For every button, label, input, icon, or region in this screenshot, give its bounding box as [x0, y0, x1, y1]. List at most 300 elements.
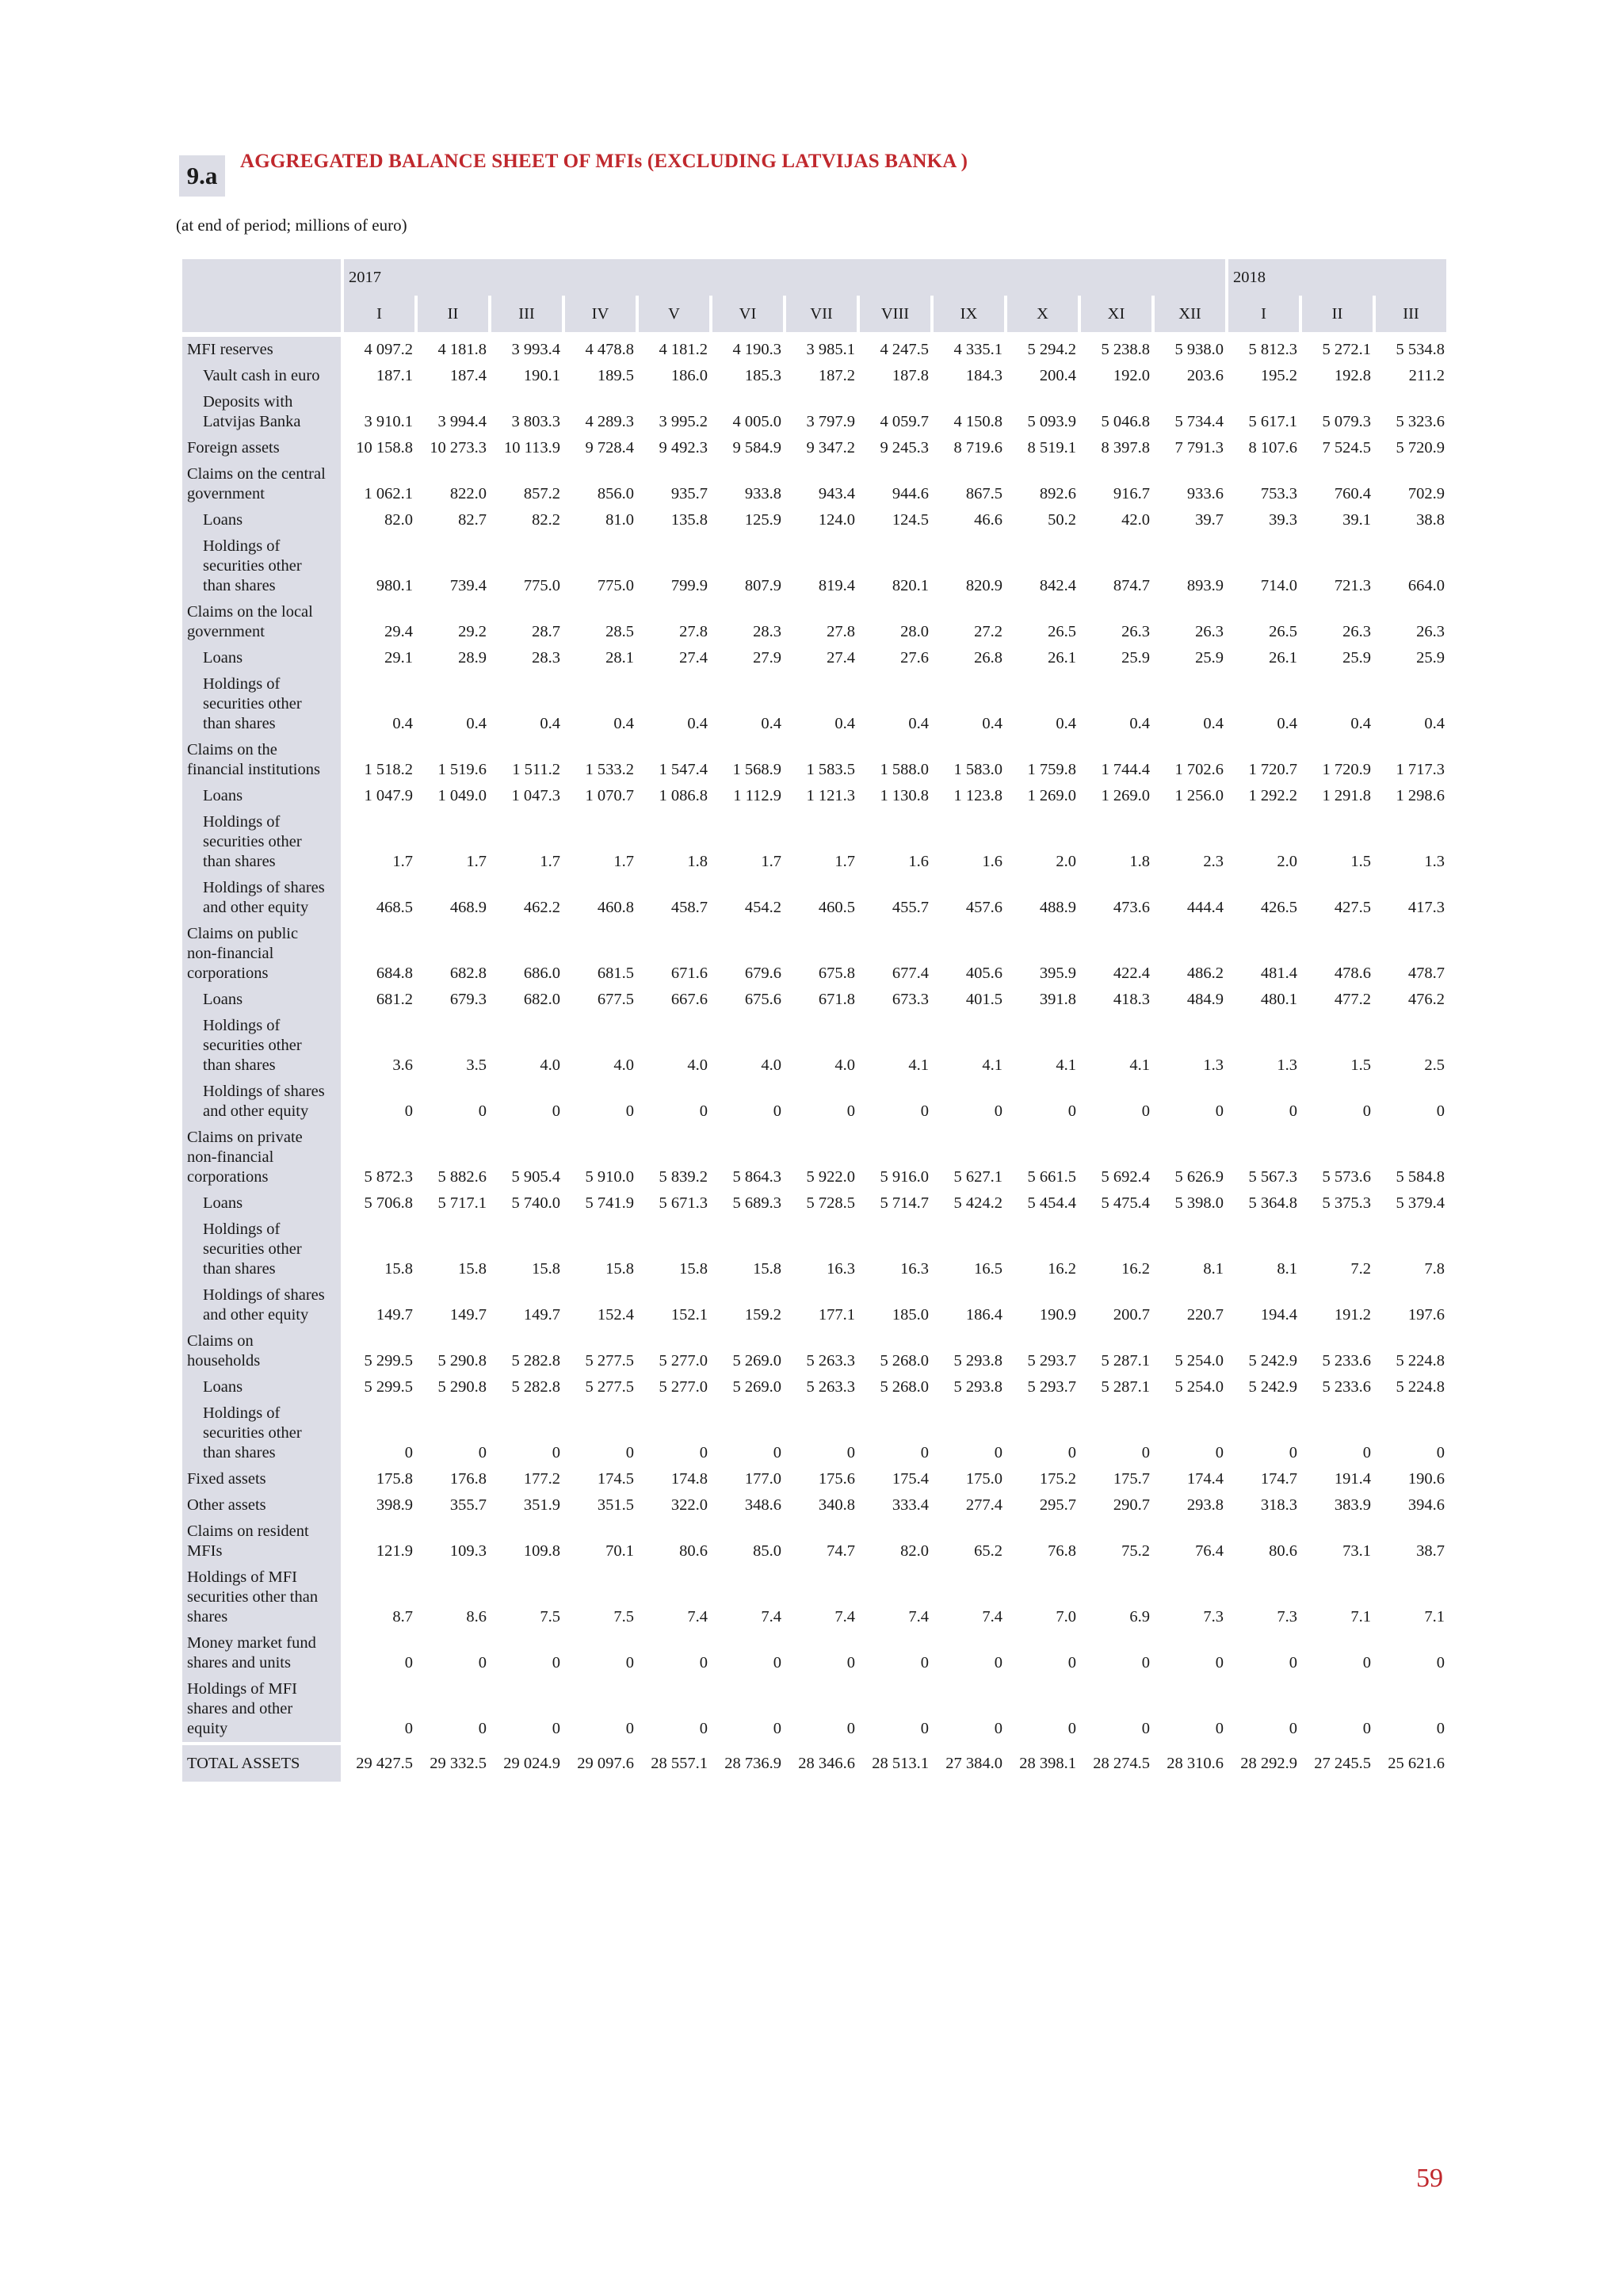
value-cell: 82.7 [458, 511, 487, 529]
value-cell: 5 093.9 [1027, 413, 1076, 430]
row-label-line: than shares [203, 1444, 276, 1461]
value-cell: 7 524.5 [1322, 439, 1371, 457]
value-cell: 2.5 [1424, 1056, 1445, 1074]
value-cell: 3 910.1 [364, 413, 413, 430]
value-cell: 0 [1289, 1654, 1297, 1671]
value-cell: 0 [846, 1654, 855, 1671]
value-cell: 184.3 [965, 367, 1002, 384]
value-cell: 426.5 [1260, 899, 1297, 916]
value-cell: 664.0 [1407, 577, 1445, 594]
row-label [182, 1400, 341, 1466]
value-cell: 9 728.4 [585, 439, 634, 457]
row-label-line: than shares [203, 1056, 276, 1074]
value-cell: 0 [478, 1444, 487, 1461]
value-cell: 5 714.7 [880, 1194, 929, 1212]
value-cell: 5 277.0 [659, 1378, 708, 1396]
value-cell: 9 584.9 [732, 439, 781, 457]
value-cell: 340.8 [818, 1496, 855, 1514]
value-cell: 684.8 [376, 965, 413, 982]
value-cell: 0 [1141, 1654, 1150, 1671]
value-cell: 333.4 [892, 1496, 929, 1514]
value-cell: 1 588.0 [880, 761, 929, 778]
row-label-line: Holdings of [203, 537, 281, 555]
value-cell: 8.6 [466, 1608, 487, 1626]
value-cell: 0 [1215, 1720, 1224, 1737]
section-number-badge: 9.a [179, 155, 225, 197]
value-cell: 3 985.1 [806, 341, 855, 358]
value-cell: 842.4 [1039, 577, 1076, 594]
value-cell: 135.8 [670, 511, 708, 529]
value-cell: 1.7 [466, 853, 487, 870]
month-header: VII [786, 296, 857, 332]
value-cell: 191.2 [1334, 1306, 1371, 1324]
value-cell: 1.7 [834, 853, 855, 870]
value-cell: 16.2 [1048, 1260, 1076, 1278]
value-cell: 5 671.3 [659, 1194, 708, 1212]
value-cell: 190.6 [1407, 1470, 1445, 1488]
value-cell: 0 [552, 1102, 560, 1120]
value-cell: 4.0 [687, 1056, 708, 1074]
row-label [182, 435, 341, 461]
value-cell: 15.8 [458, 1260, 487, 1278]
value-cell: 4.0 [761, 1056, 781, 1074]
value-cell: 427.5 [1334, 899, 1371, 916]
value-cell: 677.4 [892, 965, 929, 982]
table-row [182, 1217, 1446, 1282]
value-cell: 0 [699, 1654, 708, 1671]
value-cell: 0 [994, 1654, 1002, 1671]
value-cell: 29.4 [384, 623, 413, 640]
total-value-cell: 28 310.6 [1155, 1742, 1225, 1782]
value-cell: 0 [699, 1720, 708, 1737]
value-cell: 0 [1362, 1654, 1371, 1671]
value-cell: 28.1 [605, 649, 634, 667]
value-cell: 8 519.1 [1027, 439, 1076, 457]
value-cell: 721.3 [1334, 577, 1371, 594]
value-cell: 488.9 [1039, 899, 1076, 916]
value-cell: 1.5 [1350, 853, 1371, 870]
value-cell: 80.6 [1269, 1542, 1297, 1560]
value-cell: 175.7 [1113, 1470, 1150, 1488]
value-cell: 7.2 [1350, 1260, 1371, 1278]
value-cell: 417.3 [1407, 899, 1445, 916]
value-cell: 5 293.8 [953, 1378, 1002, 1396]
row-label [182, 737, 341, 783]
row-label-line: Holdings of shares [203, 879, 325, 896]
value-cell: 8.7 [392, 1608, 413, 1626]
value-cell: 0 [1141, 1102, 1150, 1120]
value-cell: 74.7 [827, 1542, 855, 1560]
value-cell: 1 511.2 [512, 761, 560, 778]
total-value-cell: 28 292.9 [1228, 1742, 1299, 1782]
table-row [182, 435, 1446, 461]
value-cell: 5 741.9 [585, 1194, 634, 1212]
row-label-line: Claims on the local [187, 603, 313, 621]
value-cell: 149.7 [376, 1306, 413, 1324]
value-cell: 702.9 [1407, 485, 1445, 502]
value-cell: 191.4 [1334, 1470, 1371, 1488]
value-cell: 290.7 [1113, 1496, 1150, 1514]
value-cell: 0 [404, 1102, 413, 1120]
value-cell: 0 [1141, 1720, 1150, 1737]
value-cell: 152.4 [597, 1306, 634, 1324]
value-cell: 0 [1289, 1720, 1297, 1737]
value-cell: 1 112.9 [733, 787, 781, 804]
value-cell: 0 [773, 1444, 781, 1461]
value-cell: 681.5 [597, 965, 634, 982]
table-row [182, 1492, 1446, 1519]
value-cell: 1 720.7 [1248, 761, 1297, 778]
value-cell: 0 [478, 1102, 487, 1120]
value-cell: 277.4 [965, 1496, 1002, 1514]
value-cell: 174.4 [1186, 1470, 1224, 1488]
value-cell: 27.9 [753, 649, 781, 667]
row-label [182, 389, 341, 435]
value-cell: 186.4 [965, 1306, 1002, 1324]
value-cell: 0 [1362, 1102, 1371, 1120]
value-cell: 8 107.6 [1248, 439, 1297, 457]
value-cell: 50.2 [1048, 511, 1076, 529]
value-cell: 175.8 [376, 1470, 413, 1488]
value-cell: 7.4 [834, 1608, 855, 1626]
value-cell: 42.0 [1121, 511, 1150, 529]
value-cell: 76.4 [1195, 1542, 1224, 1560]
month-header: X [1007, 296, 1078, 332]
table-unit-note: (at end of period; millions of euro) [176, 216, 407, 235]
value-cell: 0 [404, 1720, 413, 1737]
value-cell: 1 047.9 [364, 787, 413, 804]
value-cell: 0 [1289, 1102, 1297, 1120]
value-cell: 82.0 [900, 1542, 929, 1560]
value-cell: 0 [625, 1654, 634, 1671]
value-cell: 5 627.1 [953, 1168, 1002, 1186]
month-header: XII [1155, 296, 1225, 332]
value-cell: 1 583.5 [806, 761, 855, 778]
value-cell: 28.3 [532, 649, 560, 667]
total-value-cell: 29 427.5 [344, 1742, 414, 1782]
row-label-line: Holdings of [203, 1221, 281, 1238]
row-label-line: Loans [203, 649, 243, 667]
month-header: XI [1081, 296, 1151, 332]
value-cell: 26.1 [1269, 649, 1297, 667]
value-cell: 1 121.3 [806, 787, 855, 804]
value-cell: 892.6 [1039, 485, 1076, 502]
value-cell: 4.1 [982, 1056, 1002, 1074]
row-label-line: Loans [203, 511, 243, 529]
table-row [182, 1466, 1446, 1492]
value-cell: 4 097.2 [364, 341, 413, 358]
row-label [182, 1328, 341, 1374]
value-cell: 3 995.2 [659, 413, 708, 430]
row-label-line: government [187, 623, 265, 640]
value-cell: 5 299.5 [364, 1378, 413, 1396]
value-cell: 5 290.8 [437, 1352, 487, 1370]
value-cell: 714.0 [1260, 577, 1297, 594]
value-cell: 1.7 [392, 853, 413, 870]
table-row [182, 1519, 1446, 1564]
row-label-line: MFI reserves [187, 341, 273, 358]
table-row [182, 1013, 1446, 1079]
value-cell: 124.5 [892, 511, 929, 529]
value-cell: 0 [1141, 1444, 1150, 1461]
value-cell: 0 [773, 1654, 781, 1671]
value-cell: 5 872.3 [364, 1168, 413, 1186]
value-cell: 0 [1436, 1444, 1445, 1461]
value-cell: 0.4 [1129, 715, 1150, 732]
value-cell: 5 812.3 [1248, 341, 1297, 358]
value-cell: 944.6 [892, 485, 929, 502]
value-cell: 192.0 [1113, 367, 1150, 384]
row-label-line: Holdings of [203, 813, 281, 831]
value-cell: 484.9 [1186, 991, 1224, 1008]
value-cell: 4 335.1 [953, 341, 1002, 358]
value-cell: 5 617.1 [1248, 413, 1297, 430]
value-cell: 5 282.8 [511, 1378, 560, 1396]
total-value-cell: 28 557.1 [639, 1742, 709, 1782]
value-cell: 186.0 [670, 367, 708, 384]
value-cell: 1 547.4 [659, 761, 708, 778]
value-cell: 1 086.8 [659, 787, 708, 804]
value-cell: 5 573.6 [1322, 1168, 1371, 1186]
value-cell: 856.0 [597, 485, 634, 502]
value-cell: 73.1 [1342, 1542, 1371, 1560]
total-value-cell: 28 398.1 [1007, 1742, 1078, 1782]
value-cell: 0 [1362, 1720, 1371, 1737]
row-label-line: Foreign assets [187, 439, 280, 457]
value-cell: 481.4 [1260, 965, 1297, 982]
value-cell: 5 282.8 [511, 1352, 560, 1370]
value-cell: 9 492.3 [659, 439, 708, 457]
table-row [182, 1374, 1446, 1400]
value-cell: 175.6 [818, 1470, 855, 1488]
row-label-line: corporations [187, 1168, 269, 1186]
value-cell: 454.2 [744, 899, 781, 916]
value-cell: 3 797.9 [806, 413, 855, 430]
month-header: II [1302, 296, 1373, 332]
value-cell: 3.5 [466, 1056, 487, 1074]
table-row [182, 1190, 1446, 1217]
value-cell: 444.4 [1186, 899, 1224, 916]
value-cell: 422.4 [1113, 965, 1150, 982]
value-cell: 16.3 [900, 1260, 929, 1278]
value-cell: 3 993.4 [511, 341, 560, 358]
value-cell: 455.7 [892, 899, 929, 916]
value-cell: 0 [1215, 1654, 1224, 1671]
value-cell: 5 293.7 [1027, 1378, 1076, 1396]
value-cell: 25.9 [1416, 649, 1445, 667]
total-value-cell: 27 245.5 [1302, 1742, 1373, 1782]
value-cell: 1 717.3 [1396, 761, 1445, 778]
table-row [182, 737, 1446, 783]
value-cell: 7.3 [1203, 1608, 1224, 1626]
row-label [182, 1190, 341, 1217]
balance-sheet-table [179, 259, 1449, 1782]
value-cell: 27.8 [827, 623, 855, 640]
value-cell: 4 478.8 [585, 341, 634, 358]
row-label-line: shares and other [187, 1700, 293, 1717]
table-row [182, 507, 1446, 533]
value-cell: 473.6 [1113, 899, 1150, 916]
value-cell: 1 720.9 [1322, 761, 1371, 778]
value-cell: 0.4 [1424, 715, 1445, 732]
value-cell: 200.7 [1113, 1306, 1150, 1324]
value-cell: 1 533.2 [585, 761, 634, 778]
value-cell: 760.4 [1334, 485, 1371, 502]
row-label [182, 1125, 341, 1190]
value-cell: 0 [1436, 1102, 1445, 1120]
value-cell: 5 323.6 [1396, 413, 1445, 430]
value-cell: 5 734.4 [1174, 413, 1224, 430]
value-cell: 5 263.3 [806, 1378, 855, 1396]
value-cell: 26.3 [1195, 623, 1224, 640]
value-cell: 5 689.3 [732, 1194, 781, 1212]
page-number: 59 [1416, 2164, 1443, 2193]
value-cell: 383.9 [1334, 1496, 1371, 1514]
value-cell: 39.7 [1195, 511, 1224, 529]
value-cell: 5 584.8 [1396, 1168, 1445, 1186]
month-header: IV [565, 296, 636, 332]
row-label-line: than shares [203, 853, 276, 870]
value-cell: 682.8 [449, 965, 487, 982]
row-label [182, 1217, 341, 1282]
value-cell: 27.2 [974, 623, 1002, 640]
value-cell: 1.5 [1350, 1056, 1371, 1074]
row-label-line: equity [187, 1720, 228, 1737]
value-cell: 187.2 [818, 367, 855, 384]
value-cell: 4 181.8 [437, 341, 487, 358]
row-label [182, 809, 341, 875]
value-cell: 4.1 [1056, 1056, 1076, 1074]
value-cell: 679.3 [449, 991, 487, 1008]
value-cell: 5 567.3 [1248, 1168, 1297, 1186]
value-cell: 822.0 [449, 485, 487, 502]
value-cell: 980.1 [376, 577, 413, 594]
row-label-line: Holdings of MFI [187, 1680, 297, 1698]
row-label-line: Claims on [187, 1332, 254, 1350]
value-cell: 5 233.6 [1322, 1378, 1371, 1396]
row-label [182, 921, 341, 987]
value-cell: 5 046.8 [1101, 413, 1150, 430]
total-value-cell: 29 332.5 [418, 1742, 488, 1782]
value-cell: 5 717.1 [437, 1194, 487, 1212]
value-cell: 739.4 [449, 577, 487, 594]
row-label-line: securities other [203, 695, 302, 712]
value-cell: 75.2 [1121, 1542, 1150, 1560]
value-cell: 1 519.6 [437, 761, 487, 778]
value-cell: 5 364.8 [1248, 1194, 1297, 1212]
value-cell: 355.7 [449, 1496, 487, 1514]
row-label-line: Vault cash in euro [203, 367, 320, 384]
value-cell: 211.2 [1408, 367, 1445, 384]
total-row [182, 1742, 1446, 1782]
value-cell: 5 272.1 [1322, 341, 1371, 358]
table-row [182, 363, 1446, 389]
value-cell: 5 882.6 [437, 1168, 487, 1186]
value-cell: 395.9 [1039, 965, 1076, 982]
table-row [182, 389, 1446, 435]
row-label [182, 1492, 341, 1519]
value-cell: 29.1 [384, 649, 413, 667]
value-cell: 0 [1215, 1444, 1224, 1461]
value-cell: 149.7 [449, 1306, 487, 1324]
value-cell: 0 [994, 1444, 1002, 1461]
value-cell: 2.0 [1277, 853, 1297, 870]
value-cell: 4 059.7 [880, 413, 929, 430]
value-cell: 1 291.8 [1322, 787, 1371, 804]
value-cell: 681.2 [376, 991, 413, 1008]
row-label-line: Holdings of MFI [187, 1568, 297, 1586]
row-label-line: Latvijas Banka [203, 413, 301, 430]
value-cell: 109.8 [523, 1542, 560, 1560]
value-cell: 0.4 [1350, 715, 1371, 732]
value-cell: 5 238.8 [1101, 341, 1150, 358]
value-cell: 5 293.8 [953, 1352, 1002, 1370]
value-cell: 26.3 [1416, 623, 1445, 640]
row-label [182, 507, 341, 533]
value-cell: 1.7 [540, 853, 560, 870]
value-cell: 0.4 [1203, 715, 1224, 732]
value-cell: 7.1 [1350, 1608, 1371, 1626]
row-label [182, 1282, 341, 1328]
row-label-line: Holdings of shares [203, 1083, 325, 1100]
value-cell: 220.7 [1186, 1306, 1224, 1324]
value-cell: 0 [1067, 1444, 1076, 1461]
value-cell: 0 [920, 1444, 929, 1461]
value-cell: 5 224.8 [1396, 1352, 1445, 1370]
value-cell: 125.9 [744, 511, 781, 529]
value-cell: 460.5 [818, 899, 855, 916]
value-cell: 9 245.3 [880, 439, 929, 457]
value-cell: 1 130.8 [880, 787, 929, 804]
table-row [182, 875, 1446, 921]
value-cell: 0 [625, 1720, 634, 1737]
row-label-line: Deposits with [203, 393, 293, 411]
table-row [182, 921, 1446, 987]
value-cell: 893.9 [1186, 577, 1224, 594]
value-cell: 671.6 [670, 965, 708, 982]
value-cell: 195.2 [1260, 367, 1297, 384]
value-cell: 7.4 [908, 1608, 929, 1626]
total-value-cell: 28 274.5 [1081, 1742, 1151, 1782]
value-cell: 203.6 [1186, 367, 1224, 384]
value-cell: 5 379.4 [1396, 1194, 1445, 1212]
value-cell: 5 938.0 [1174, 341, 1224, 358]
value-cell: 5 287.1 [1101, 1378, 1150, 1396]
value-cell: 85.0 [753, 1542, 781, 1560]
row-label-line: Fixed assets [187, 1470, 266, 1488]
value-cell: 775.0 [523, 577, 560, 594]
value-cell: 405.6 [965, 965, 1002, 982]
row-label-line: MFIs [187, 1542, 223, 1560]
value-cell: 27.4 [679, 649, 708, 667]
value-cell: 121.9 [376, 1542, 413, 1560]
value-cell: 5 277.0 [659, 1352, 708, 1370]
value-cell: 460.8 [597, 899, 634, 916]
value-cell: 0 [920, 1654, 929, 1671]
value-cell: 1.7 [761, 853, 781, 870]
value-cell: 807.9 [744, 577, 781, 594]
value-cell: 4 289.3 [585, 413, 634, 430]
value-cell: 1.6 [908, 853, 929, 870]
value-cell: 7.0 [1056, 1608, 1076, 1626]
value-cell: 7.4 [761, 1608, 781, 1626]
value-cell: 177.2 [523, 1470, 560, 1488]
value-cell: 5 626.9 [1174, 1168, 1224, 1186]
table-row [182, 1676, 1446, 1742]
value-cell: 0 [1436, 1720, 1445, 1737]
value-cell: 0 [994, 1720, 1002, 1737]
row-label-line: Holdings of [203, 1017, 281, 1034]
